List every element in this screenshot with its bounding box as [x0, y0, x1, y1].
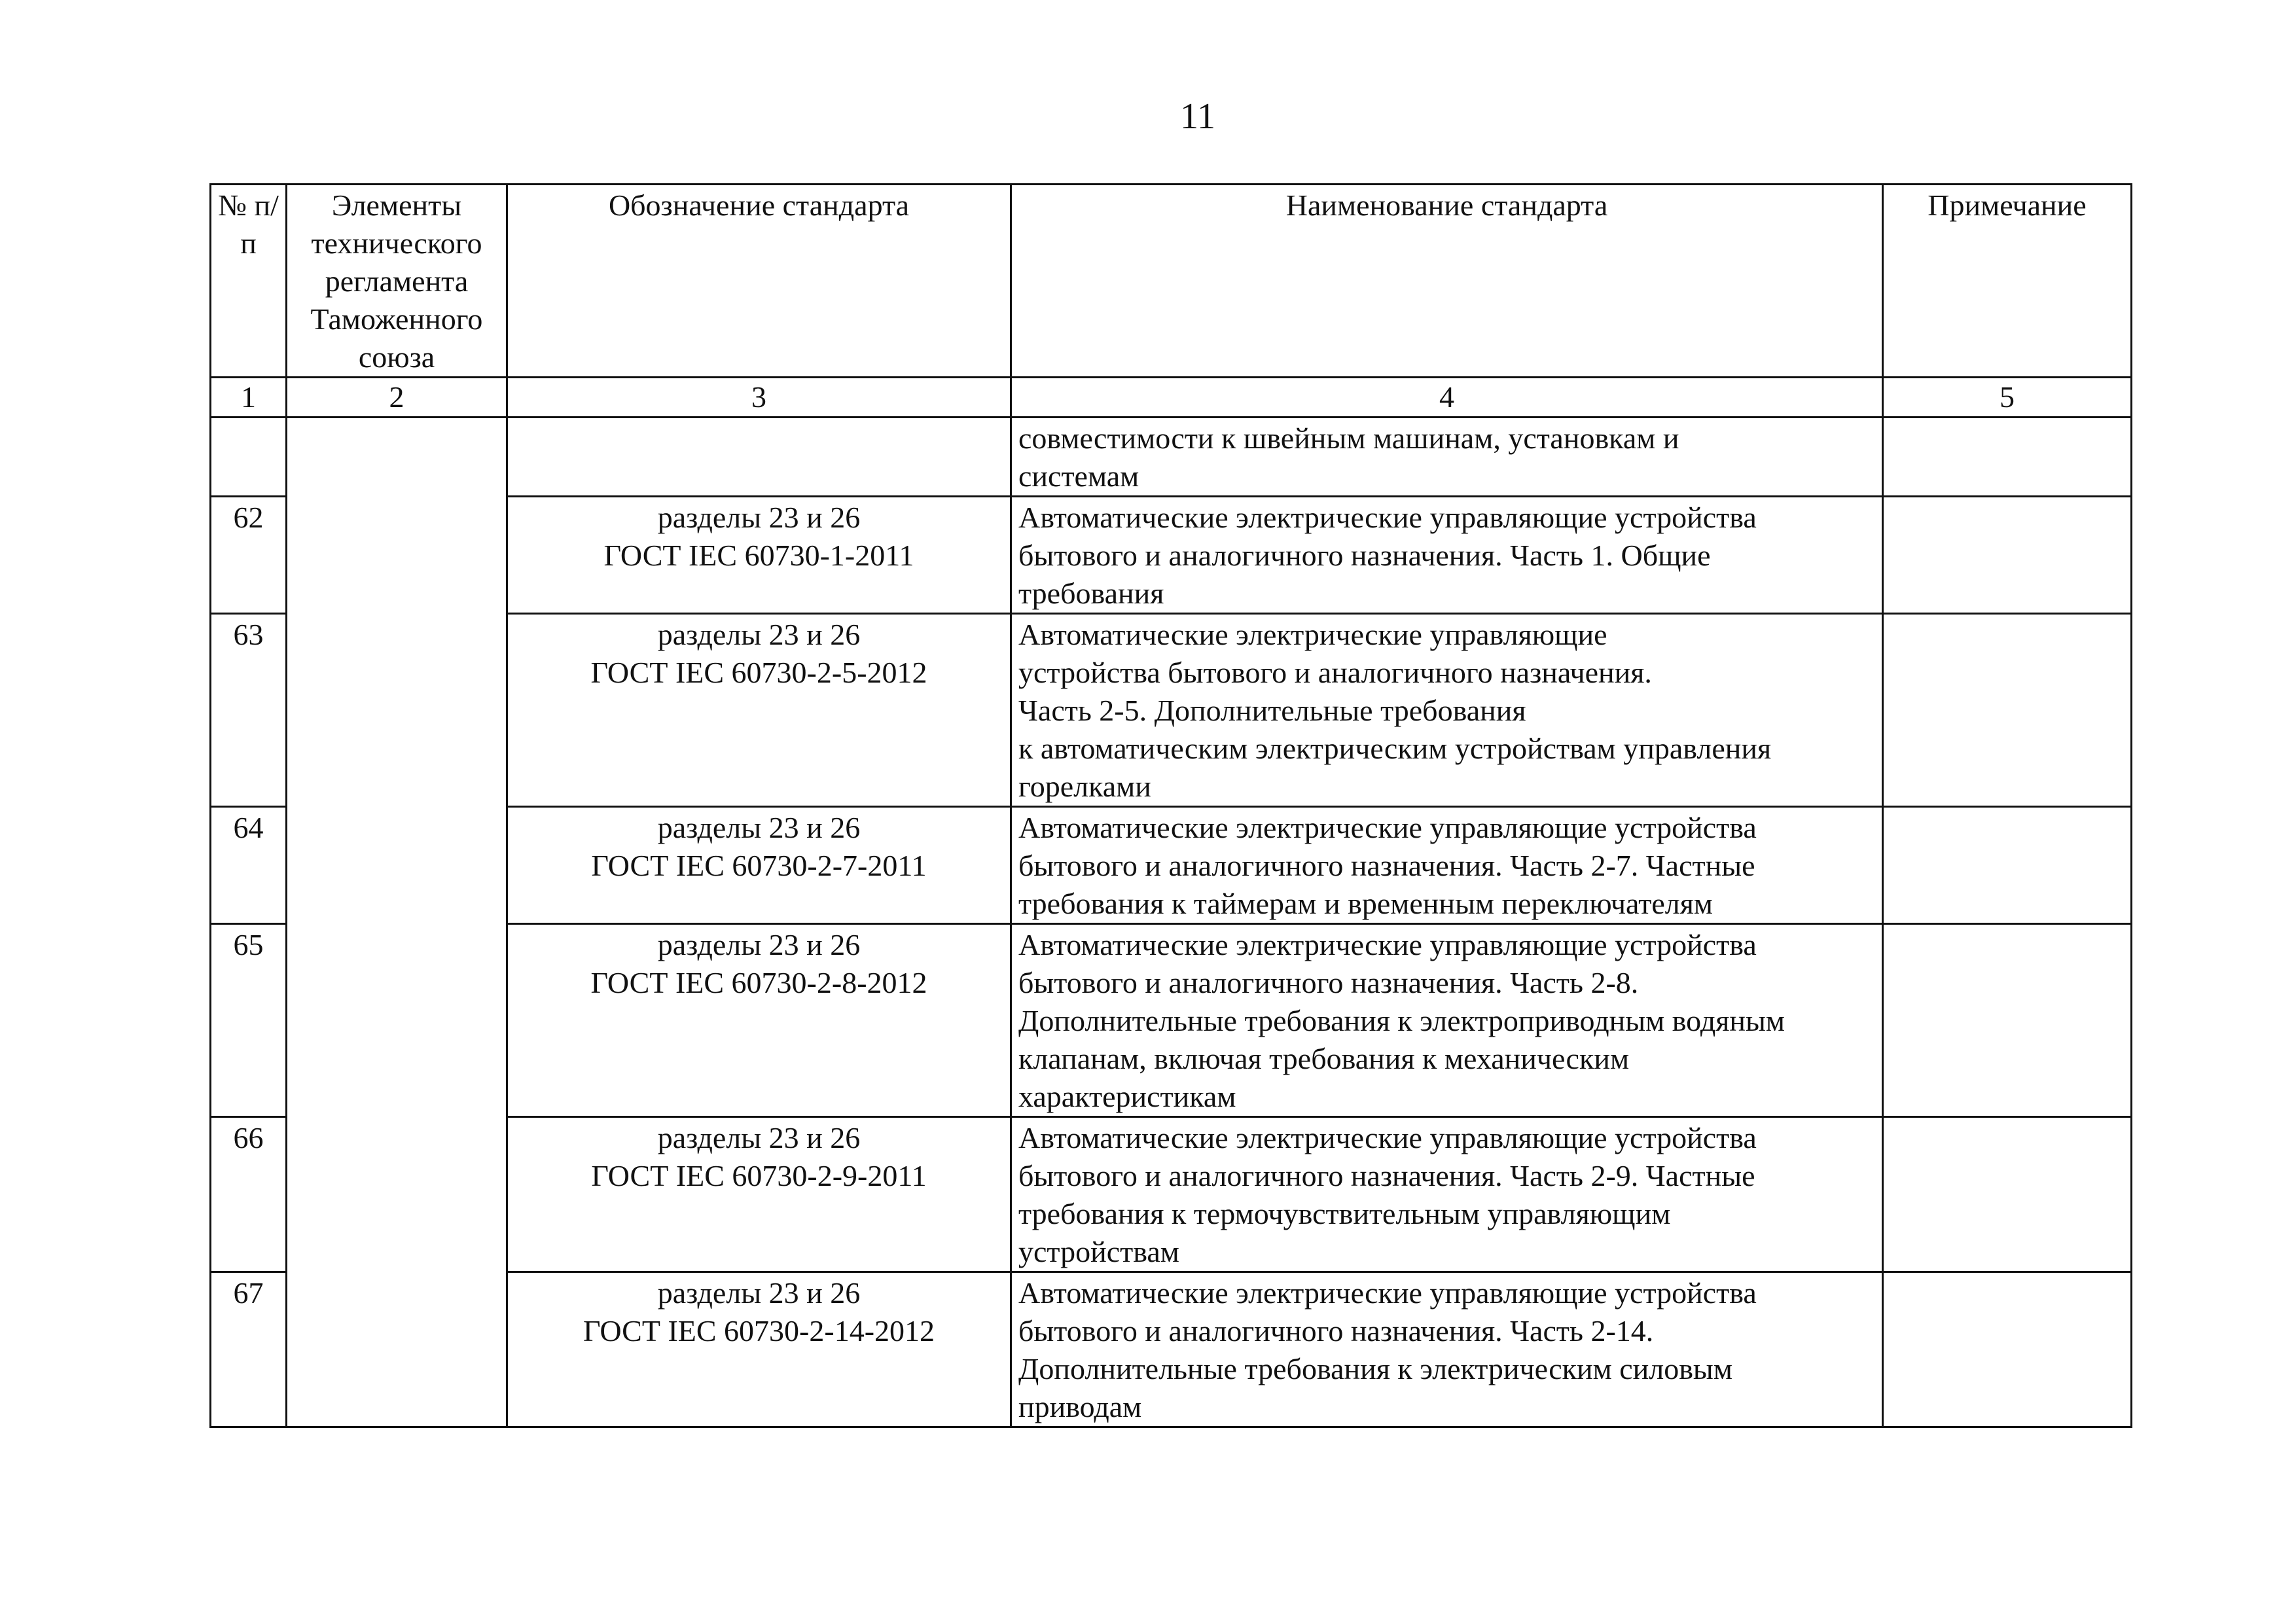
- name-line: Часть 2-5. Дополнительные требования: [1018, 694, 1526, 727]
- row-note-cell: [1883, 1117, 2132, 1272]
- row-num-cell: 63: [211, 614, 287, 807]
- column-index-row: [211, 378, 2132, 418]
- row-code-cell: [507, 614, 1011, 807]
- code-line: ГОСТ IEC 60730-1-2011: [603, 539, 914, 572]
- code-line: разделы 23 и 26: [657, 811, 861, 844]
- name-line: характеристикам: [1018, 1080, 1236, 1113]
- row-note-cell: [1883, 497, 2132, 614]
- name-line: бытового и аналогичного назначения. Часть 2-8.: [1018, 966, 1639, 999]
- header-num: № п/п: [211, 185, 287, 378]
- code-line: ГОСТ IEC 60730-2-5-2012: [590, 656, 927, 689]
- row-name-cell: [1011, 807, 1883, 924]
- name-line: Автоматические электрические управляющие устройства: [1018, 501, 1757, 534]
- column-index: 2: [287, 378, 507, 418]
- row-note-cell: [1883, 1272, 2132, 1427]
- name-line: требования: [1018, 577, 1164, 610]
- row-code-cell: [507, 497, 1011, 614]
- name-line: Автоматические электрические управляющие: [1018, 618, 1607, 651]
- column-index: 3: [507, 378, 1011, 418]
- column-index: 1: [211, 378, 287, 418]
- name-line: системам: [1018, 459, 1139, 493]
- row-name-cell: [1011, 1272, 1883, 1427]
- row-name-cell: [1011, 614, 1883, 807]
- name-line: устройствам: [1018, 1235, 1179, 1268]
- row-num-cell: [211, 418, 287, 497]
- header-elements: Элементы технического регламента Таможенного союза: [287, 185, 507, 378]
- row-code-cell: [507, 418, 1011, 497]
- code-line: ГОСТ IEC 60730-2-8-2012: [590, 966, 927, 999]
- row-name-cell: [1011, 497, 1883, 614]
- row-code-cell: [507, 807, 1011, 924]
- name-line: горелками: [1018, 770, 1151, 803]
- code-line: разделы 23 и 26: [657, 501, 861, 534]
- row-code-cell: [507, 1272, 1011, 1427]
- row-num-cell: 67: [211, 1272, 287, 1427]
- row-name-cell: [1011, 418, 1883, 497]
- code-line: разделы 23 и 26: [657, 1121, 861, 1154]
- header-name: Наименование стандарта: [1011, 185, 1883, 378]
- header-note: Примечание: [1883, 185, 2132, 378]
- code-line: разделы 23 и 26: [657, 618, 861, 651]
- standards-table: [209, 183, 2132, 1428]
- row-num-cell: 64: [211, 807, 287, 924]
- elements-cell: [287, 418, 507, 1427]
- row-note-cell: [1883, 807, 2132, 924]
- name-line: к автоматическим электрическим устройствам управления: [1018, 732, 1772, 765]
- name-line: Автоматические электрические управляющие устройства: [1018, 928, 1757, 961]
- code-line: ГОСТ IEC 60730-2-9-2011: [591, 1159, 927, 1192]
- column-index: 4: [1011, 378, 1883, 418]
- name-line: Автоматические электрические управляющие устройства: [1018, 811, 1757, 844]
- table-row-continuation: [211, 418, 2132, 497]
- header-designation: Обозначение стандарта: [507, 185, 1011, 378]
- name-line: Автоматические электрические управляющие устройства: [1018, 1276, 1757, 1310]
- name-line: совместимости к швейным машинам, установкам и: [1018, 421, 1679, 455]
- row-num-cell: 65: [211, 924, 287, 1117]
- row-name-cell: [1011, 1117, 1883, 1272]
- row-code-cell: [507, 924, 1011, 1117]
- name-line: клапанам, включая требования к механическим: [1018, 1042, 1630, 1075]
- code-line: ГОСТ IEC 60730-2-7-2011: [591, 849, 927, 882]
- row-note-cell: [1883, 924, 2132, 1117]
- name-line: бытового и аналогичного назначения. Часть 2-9. Частные: [1018, 1159, 1755, 1192]
- code-line: ГОСТ IEC 60730-2-14-2012: [583, 1314, 935, 1347]
- name-line: бытового и аналогичного назначения. Часть 1. Общие: [1018, 539, 1711, 572]
- row-note-cell: [1883, 418, 2132, 497]
- page-number: 11: [1180, 96, 1215, 137]
- code-line: разделы 23 и 26: [657, 928, 861, 961]
- row-name-cell: [1011, 924, 1883, 1117]
- name-line: устройства бытового и аналогичного назначения.: [1018, 656, 1652, 689]
- name-line: бытового и аналогичного назначения. Часть 2-14.: [1018, 1314, 1654, 1347]
- name-line: требования к термочувствительным управляющим: [1018, 1197, 1671, 1230]
- row-num-cell: 66: [211, 1117, 287, 1272]
- name-line: Дополнительные требования к электрическим силовым: [1018, 1352, 1732, 1385]
- table-header-row: [211, 185, 2132, 378]
- name-line: Автоматические электрические управляющие устройства: [1018, 1121, 1757, 1154]
- name-line: Дополнительные требования к электроприводным водяным: [1018, 1004, 1785, 1037]
- row-note-cell: [1883, 614, 2132, 807]
- name-line: приводам: [1018, 1390, 1142, 1423]
- code-line: разделы 23 и 26: [657, 1276, 861, 1310]
- name-line: требования к таймерам и временным переключателям: [1018, 887, 1713, 920]
- row-code-cell: [507, 1117, 1011, 1272]
- row-num-cell: 62: [211, 497, 287, 614]
- column-index: 5: [1883, 378, 2132, 418]
- name-line: бытового и аналогичного назначения. Часть 2-7. Частные: [1018, 849, 1755, 882]
